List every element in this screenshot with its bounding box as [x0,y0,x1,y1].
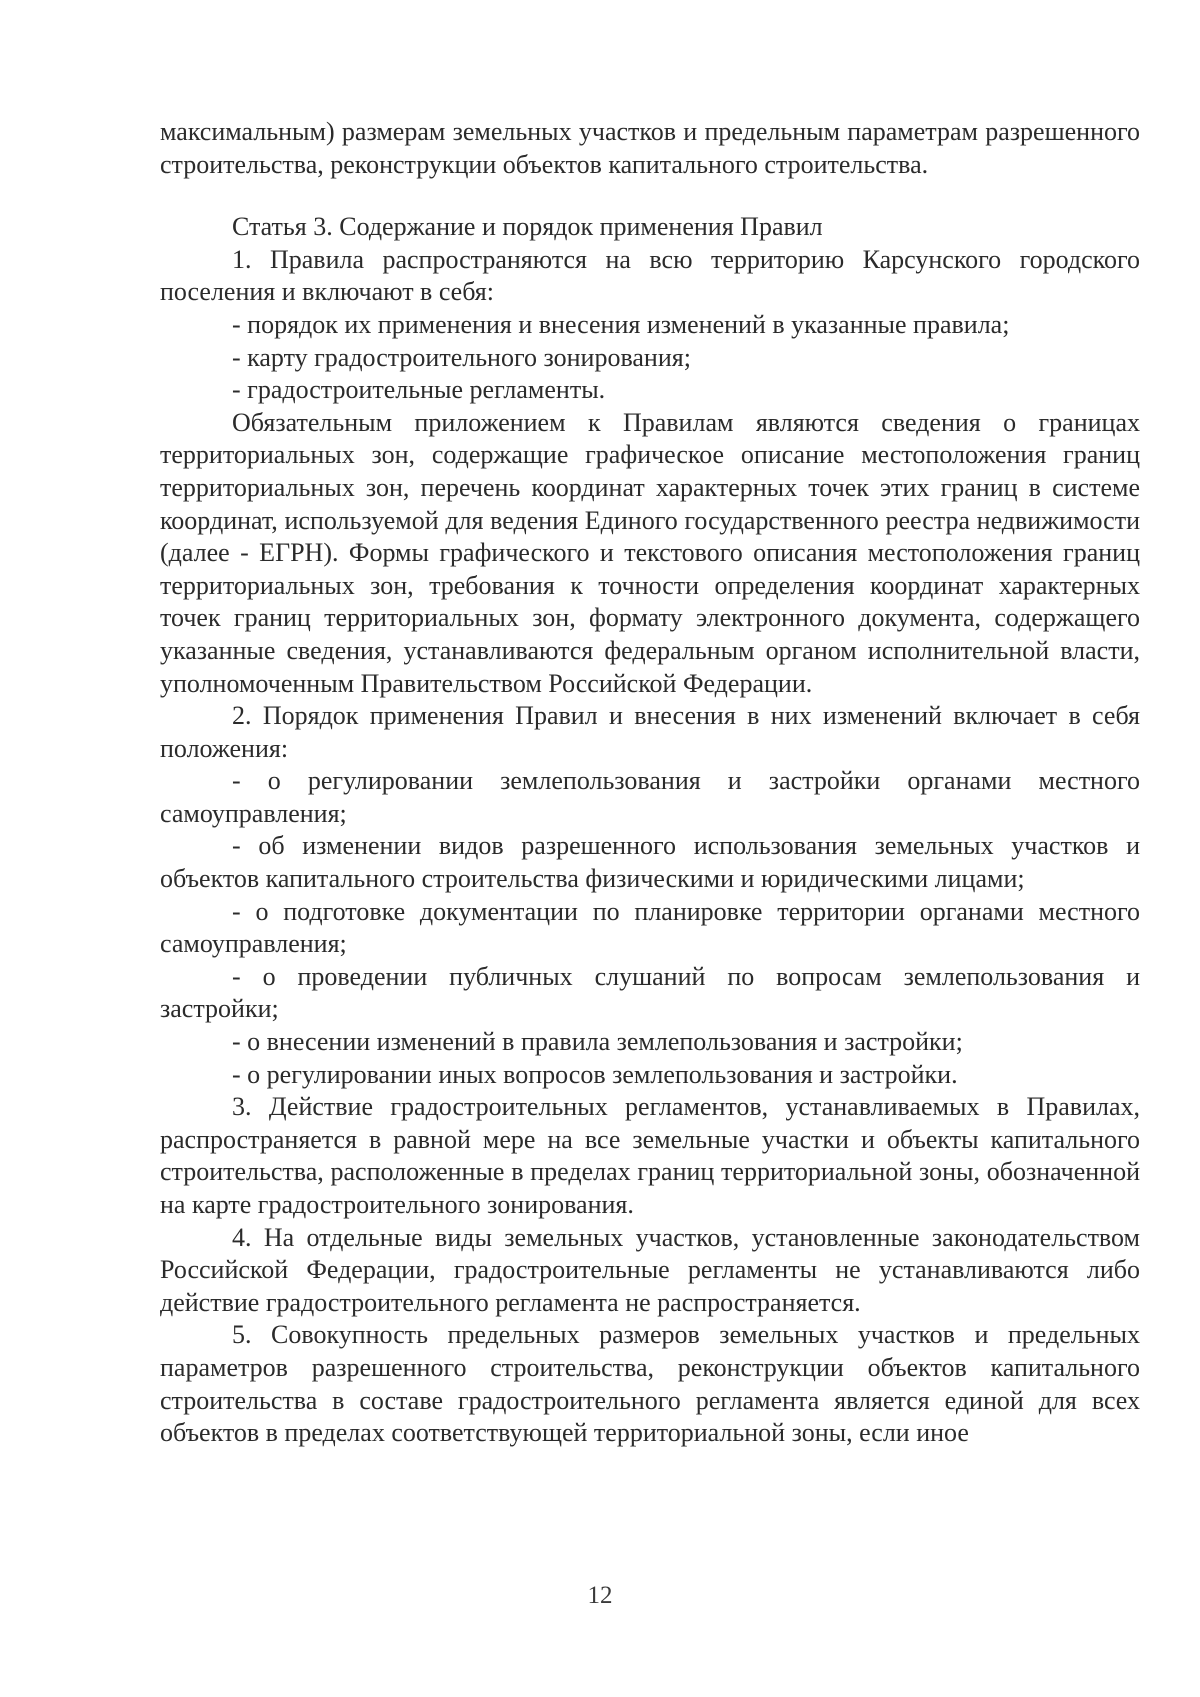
list-item: - об изменении видов разрешенного использования земельных участков и объектов капитального строительства физическими и юридическими лицами; [160,831,1140,894]
list-item: - порядок их применения и внесения изменений в указанные правила; [232,309,1010,339]
paragraph-item-4: 4. На отдельные виды земельных участков, установленные законодательством Российской Федерации, градостроительные регламенты не устанавливаются либо действие градостроительного регламента не распространяется. [160,1222,1140,1317]
paragraph-item-3: 3. Действие градостроительных регламентов, устанавливаемых в Правилах, распространяется в равной мере на все земельные участки и объекты капитального строительства, расположенные в пределах границ территориальной зоны, обозначенной на карте градостроительного зонирования. [160,1092,1140,1219]
list-item: - о проведении публичных слушаний по вопросам землепользования и застройки; [160,961,1140,1024]
page-number: 12 [587,1582,613,1609]
list-item: - градостроительные регламенты. [232,375,606,405]
list-item: - о регулировании землепользования и застройки органами местного самоуправления; [160,766,1140,828]
document-page [160,116,1140,1450]
list-item: - о внесении изменений в правила землепользования и застройки; [232,1027,963,1057]
article-heading: Статья 3. Содержание и порядок применения Правил [232,212,823,242]
list-item: - о регулировании иных вопросов землепользования и застройки. [232,1059,958,1089]
paragraph-item-1: 1. Правила распространяются на всю территорию Карсунского городского поселения и включают в себя: [160,244,1140,307]
paragraph-appendix: Обязательным приложением к Правилам являются сведения о границах территориальных зон, содержащие графическое описание местоположения границ территориальных зон, перечень координат характерных точек этих границ в системе координат, используемой для ведения Единого государственного реестра недвижимости (далее - ЕГРН). Формы графического и текстового описания местоположения границ территориальных зон, требования к точности определения координат характерных точек границ территориальных зон, формату электронного документа, содержащего указанные сведения, устанавливаются федеральным органом исполнительной власти, уполномоченным Правительством Российской Федерации. [160,407,1140,698]
paragraph-item-5: 5. Совокупность предельных размеров земельных участков и предельных параметров разрешенного строительства, реконструкции объектов капитального строительства в составе градостроительного регламента является единой для всех объектов в пределах соответствующей территориальной зоны, если иное [160,1320,1140,1448]
list-item: - о подготовке документации по планировке территории органами местного самоуправления; [160,896,1140,959]
paragraph-continuation: максимальным) размерам земельных участков и предельным параметрам разрешенного строительства, реконструкции объектов капитального строительства. [160,117,1140,179]
list-item: - карту градостроительного зонирования; [232,342,691,372]
paragraph-item-2: 2. Порядок применения Правил и внесения в них изменений включает в себя положения: [160,701,1140,763]
